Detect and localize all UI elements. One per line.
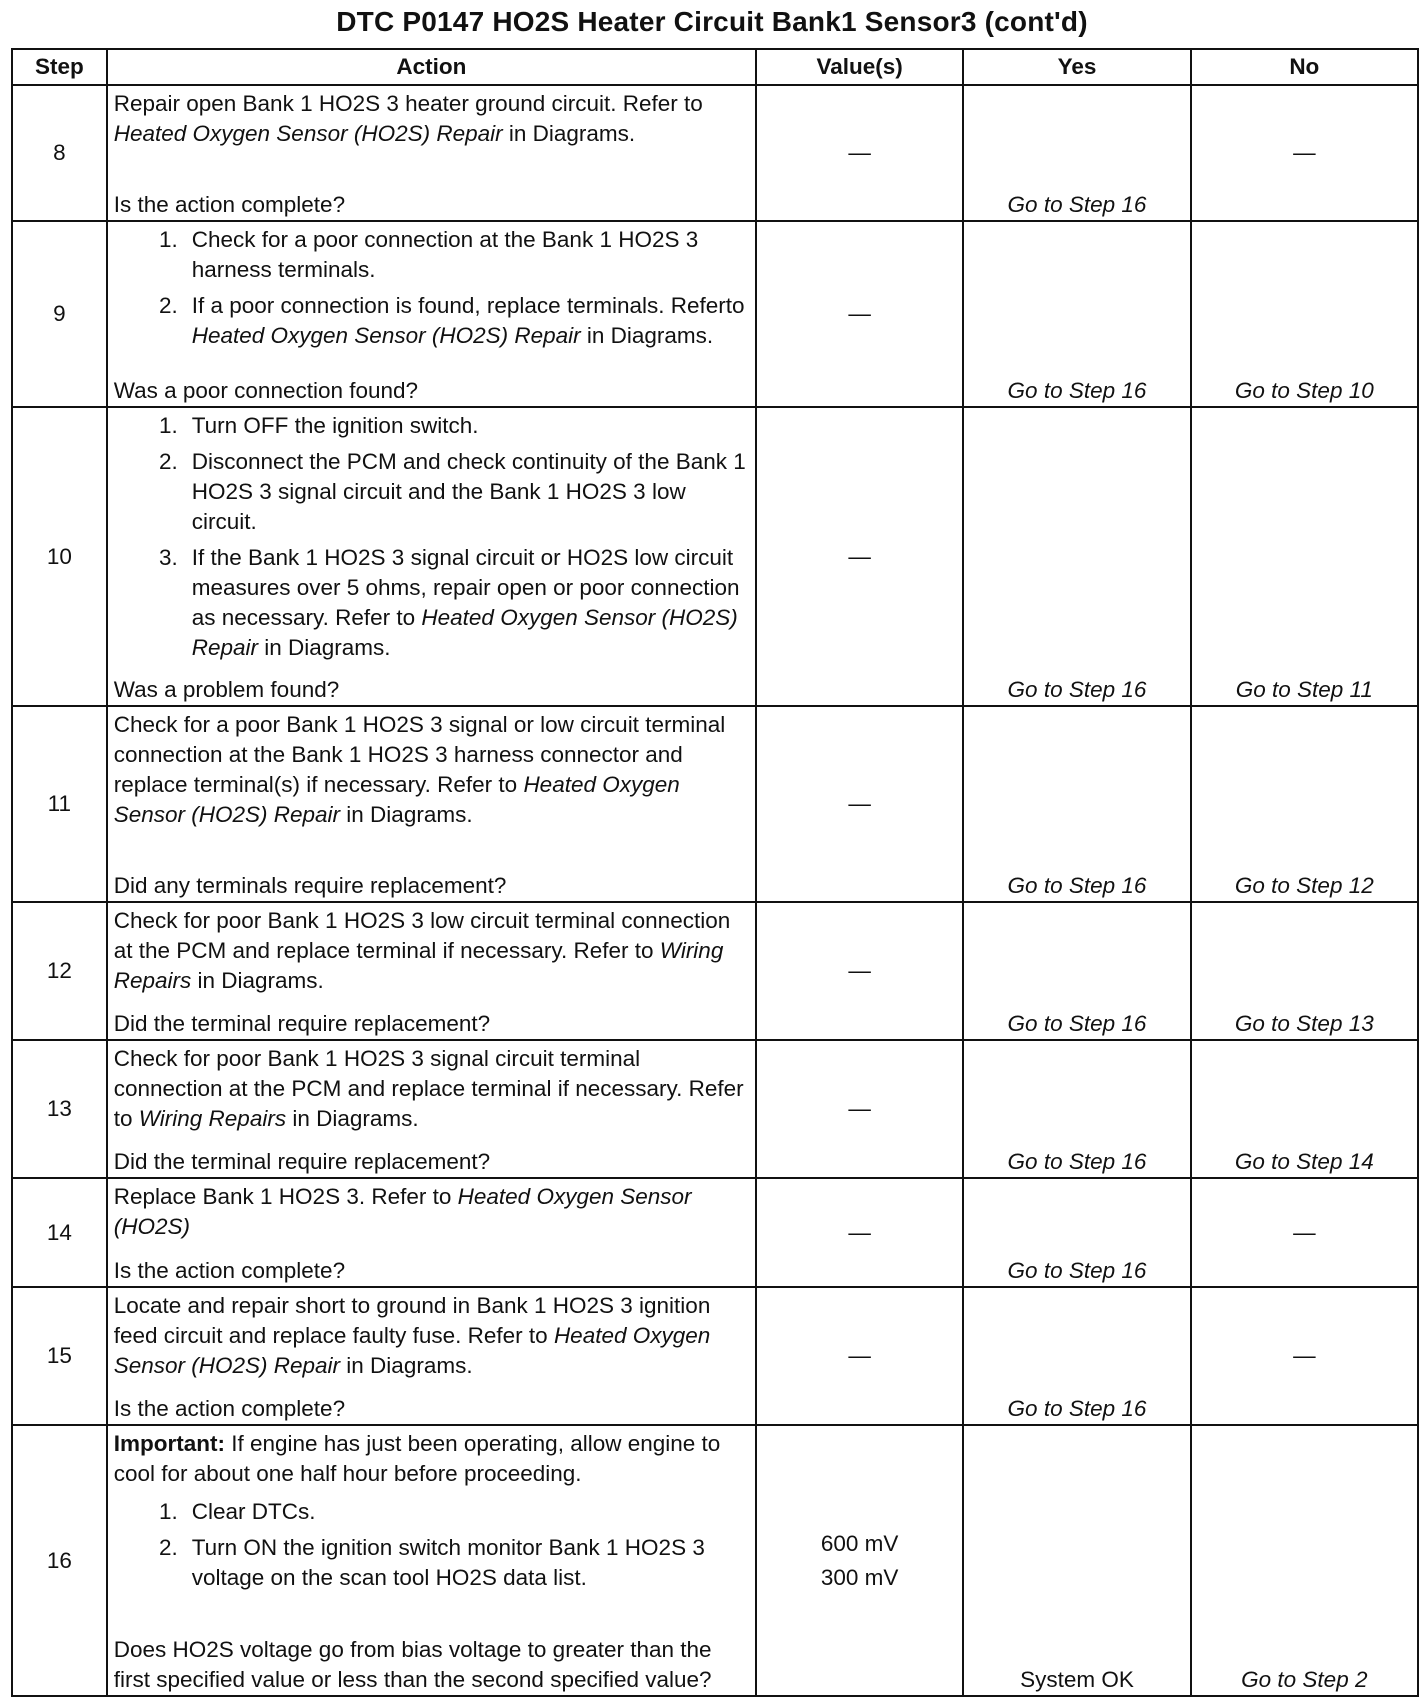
table-row <box>12 706 1418 902</box>
value-cell: — <box>756 1040 963 1178</box>
yes-cell: Go to Step 16 <box>963 221 1190 407</box>
action-text: Check for poor Bank 1 HO2S 3 low circuit terminal connection at the PCM and replace terminal if necessary. Refer to Wiring Repairs in Diagrams. <box>113 908 731 993</box>
action-cell <box>107 1040 756 1178</box>
yes-cell: Go to Step 16 <box>963 706 1190 902</box>
value-cell: — <box>756 85 963 221</box>
step-number: 11 <box>12 706 107 902</box>
header-no: No <box>1191 49 1418 85</box>
important-note: Important: If engine has just been operating, allow engine to cool for about one half hour before proceeding. <box>113 1431 721 1486</box>
action-text: Locate and repair short to ground in Bank 1 HO2S 3 ignition feed circuit and replace faulty fuse. Refer to Heated Oxygen Sensor (HO2S) Repair in Diagrams. <box>113 1293 711 1378</box>
action-cell <box>107 1287 756 1425</box>
value-cell: — <box>756 221 963 407</box>
header-yes: Yes <box>963 49 1190 85</box>
action-cell <box>107 85 756 221</box>
action-step: 1. Turn OFF the ignition switch. <box>158 413 479 438</box>
step-number: 14 <box>12 1178 107 1287</box>
value-cell: — <box>756 407 963 706</box>
action-question: Did any terminals require replacement? <box>113 873 507 898</box>
action-step: 1. Check for a poor connection at the Bank 1 HO2S 3 harness terminals. <box>158 227 699 282</box>
yes-cell: Go to Step 16 <box>963 85 1190 221</box>
value-first: 600 mV <box>820 1530 899 1556</box>
action-step: 2. Turn ON the ignition switch monitor Bank 1 HO2S 3 voltage on the scan tool HO2S data list. <box>158 1535 705 1590</box>
action-cell <box>107 1425 756 1696</box>
diagnostic-table <box>11 48 1419 1697</box>
action-step: 2. Disconnect the PCM and check continuity of the Bank 1 HO2S 3 signal circuit and the Bank 1 HO2S 3 low circuit. <box>158 449 746 534</box>
action-cell <box>107 221 756 407</box>
action-text: Check for poor Bank 1 HO2S 3 signal circuit terminal connection at the PCM and replace terminal if necessary. Refer to Wiring Repairs in Diagrams. <box>113 1046 744 1131</box>
no-cell: Go to Step 11 <box>1191 407 1418 706</box>
action-cell <box>107 902 756 1040</box>
header-step: Step <box>12 49 107 85</box>
action-cell <box>107 407 756 706</box>
value-cell: — <box>756 1178 963 1287</box>
action-question: Is the action complete? <box>113 192 346 217</box>
action-cell <box>107 706 756 902</box>
table-row <box>12 407 1418 706</box>
action-cell <box>107 1178 756 1287</box>
header-values: Value(s) <box>756 49 963 85</box>
action-step: 3. If the Bank 1 HO2S 3 signal circuit or HO2S low circuit measures over 5 ohms, repair open or poor connection as necessary. Refer to Heated Oxygen Sensor (HO2S) Repair in Diagrams. <box>158 545 740 660</box>
yes-cell: Go to Step 16 <box>963 902 1190 1040</box>
table-row <box>12 902 1418 1040</box>
step-number: 13 <box>12 1040 107 1178</box>
value-cell: — <box>756 902 963 1040</box>
step-number: 15 <box>12 1287 107 1425</box>
no-cell: — <box>1191 1178 1418 1287</box>
table-row <box>12 1287 1418 1425</box>
yes-cell: System OK <box>963 1425 1190 1696</box>
no-cell: Go to Step 2 <box>1191 1425 1418 1696</box>
no-cell: — <box>1191 85 1418 221</box>
step-number: 16 <box>12 1425 107 1696</box>
table-row <box>12 221 1418 407</box>
step-number: 12 <box>12 902 107 1040</box>
no-cell: Go to Step 14 <box>1191 1040 1418 1178</box>
action-step: 2. If a poor connection is found, replace terminals. Referto Heated Oxygen Sensor (HO2S) Repair in Diagrams. <box>158 293 745 348</box>
step-number: 10 <box>12 407 107 706</box>
yes-cell: Go to Step 16 <box>963 407 1190 706</box>
yes-cell: Go to Step 16 <box>963 1287 1190 1425</box>
action-question: Is the action complete? <box>113 1396 346 1421</box>
no-cell: — <box>1191 1287 1418 1425</box>
action-text: Check for a poor Bank 1 HO2S 3 signal or low circuit terminal connection at the Bank 1 HO2S 3 harness connector and replace terminal(s) if necessary. Refer to Heated Oxygen Sensor (HO2S) Repair in Diagrams. <box>113 712 726 827</box>
table-row <box>12 85 1418 221</box>
table-row <box>12 1178 1418 1287</box>
action-question: Did the terminal require replacement? <box>113 1011 491 1036</box>
no-cell: Go to Step 10 <box>1191 221 1418 407</box>
action-question: Is the action complete? <box>113 1258 346 1283</box>
page-title: DTC P0147 HO2S Heater Circuit Bank1 Sensor3 (cont'd) <box>336 6 1088 37</box>
action-text: Replace Bank 1 HO2S 3. Refer to Heated Oxygen Sensor (HO2S) <box>113 1184 692 1239</box>
value-cell: — <box>756 1287 963 1425</box>
action-question: Was a problem found? <box>113 677 340 702</box>
action-question: Did the terminal require replacement? <box>113 1149 491 1174</box>
header-action: Action <box>107 49 756 85</box>
no-cell: Go to Step 12 <box>1191 706 1418 902</box>
action-step: 1. Clear DTCs. <box>158 1499 316 1524</box>
table-row <box>12 1040 1418 1178</box>
yes-cell: Go to Step 16 <box>963 1040 1190 1178</box>
value-cell: — <box>756 706 963 902</box>
header-row <box>12 49 1418 85</box>
no-cell: Go to Step 13 <box>1191 902 1418 1040</box>
step-number: 9 <box>12 221 107 407</box>
action-text: Repair open Bank 1 HO2S 3 heater ground circuit. Refer to Heated Oxygen Sensor (HO2S) Repair in Diagrams. <box>113 91 703 146</box>
action-question: Was a poor connection found? <box>113 378 419 403</box>
yes-cell: Go to Step 16 <box>963 1178 1190 1287</box>
action-question: Does HO2S voltage go from bias voltage to greater than the first specified value or less than the second specified value? <box>113 1637 712 1692</box>
value-second: 300 mV <box>820 1564 899 1590</box>
value-cell <box>756 1425 963 1696</box>
step-number: 8 <box>12 85 107 221</box>
table-row <box>12 1425 1418 1696</box>
